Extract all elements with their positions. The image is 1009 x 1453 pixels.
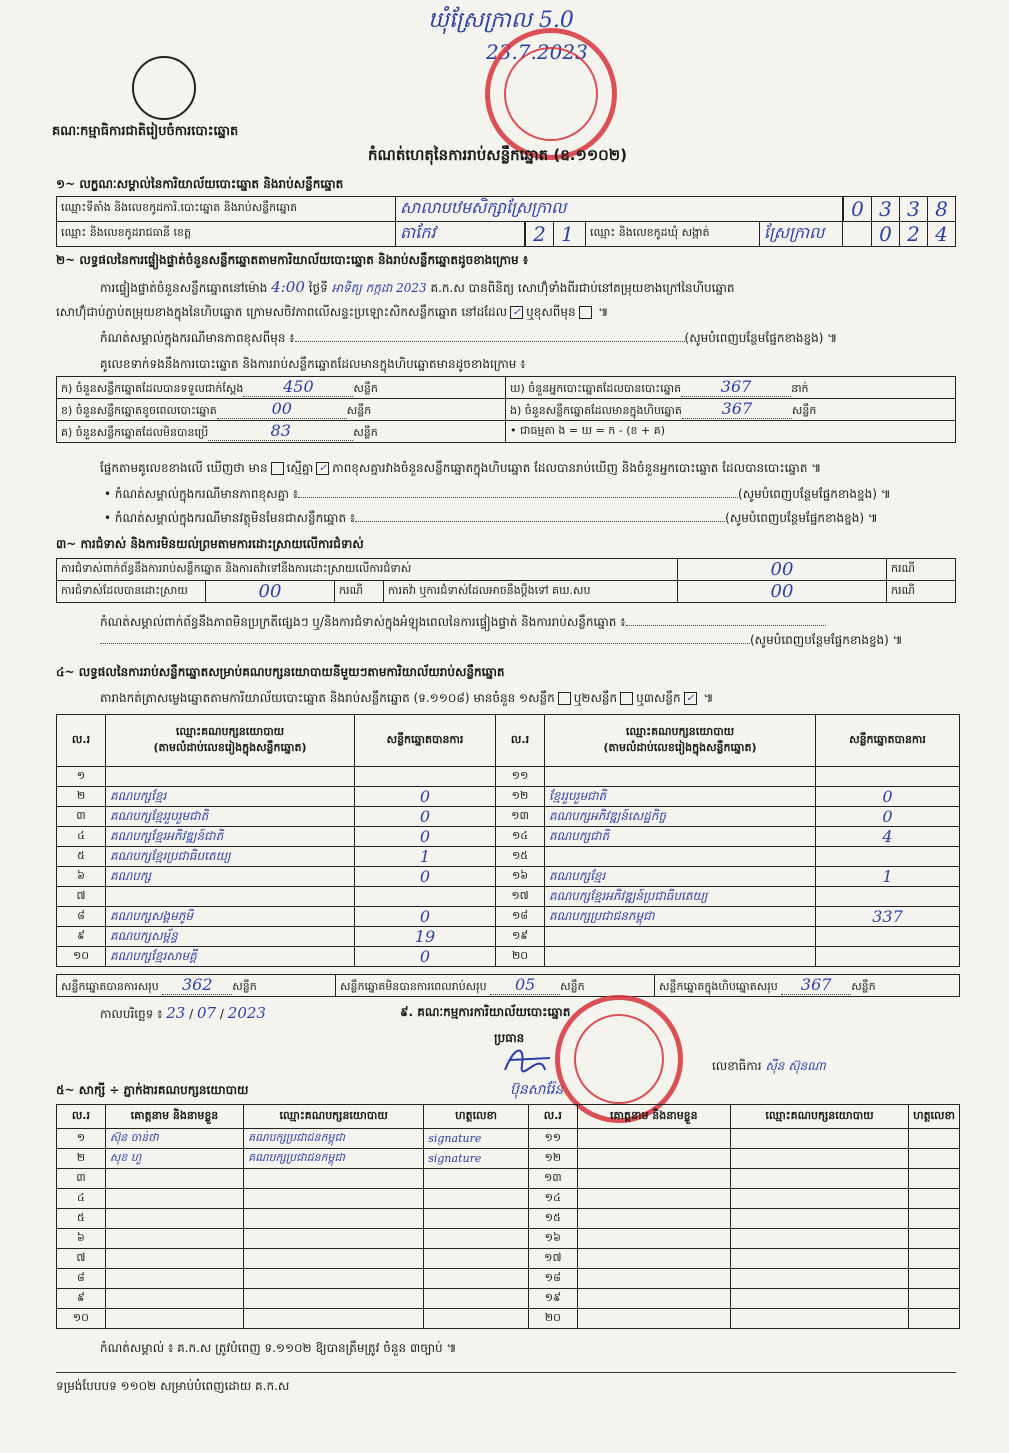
one-sheet-checkbox[interactable]	[558, 692, 571, 705]
witness-col-sign-right: ហត្ថលេខា	[909, 1105, 960, 1129]
row-no: ១	[57, 1129, 106, 1149]
witness-signature	[424, 1269, 529, 1289]
row-no: ៣	[57, 807, 106, 827]
row-no: ១៣	[528, 1169, 577, 1189]
party-votes: 0	[816, 787, 960, 807]
totals-row	[56, 974, 960, 997]
form-title: កំណត់ហេតុនៃការរាប់សន្លឹកឆ្នោត (ឧ.១១០២)	[368, 146, 628, 164]
difference-remark: • កំណត់សម្គាល់ក្នុងករណីមានភាពខុសគ្នា ៖ (សូមបំពេញបន្ថែមផ្នែកខាងខ្នង) ៕	[104, 487, 891, 501]
chair-label: ប្រធាន	[494, 1031, 525, 1045]
formula: • ជាធម្មតា ង = ឃ = ក - (ខ + គ)	[506, 421, 956, 443]
witness-signature	[424, 1289, 529, 1309]
valid-total: សន្លឹកឆ្នោតបានការសរុប 362 សន្លឹក	[57, 975, 336, 997]
table-row	[57, 1209, 960, 1229]
party-name	[106, 887, 355, 907]
row-no: ៨	[57, 1269, 106, 1289]
row-no: ១៤	[528, 1189, 577, 1209]
footer-text: ទម្រង់បែបបទ ១១០២ សម្រាប់បំពេញដោយ គ.ក.ស	[56, 1379, 290, 1393]
row-no: ៤	[57, 1189, 106, 1209]
witness-signature	[909, 1229, 960, 1249]
section-2-title: ២~ លទ្ធផលនៃការផ្ទៀងផ្ទាត់ចំនួនសន្លឹកឆ្នោតតាមការិយាល័យបោះឆ្នោត និងរាប់សន្លឹកឆ្នោតដូចខាងក្រោម ៖	[56, 253, 529, 267]
chair-signature	[500, 1040, 560, 1080]
province-code: 2 1	[525, 222, 586, 247]
row-no: ១៦	[496, 867, 545, 887]
party-name: គណបក្សខ្មែររួបរួមជាតិ	[106, 807, 355, 827]
table-row	[57, 927, 960, 947]
footer-divider	[56, 1372, 956, 1373]
party-votes: 0	[355, 827, 496, 847]
witness-party	[244, 1209, 424, 1229]
irregularity-note: កំណត់សម្គាល់ពាក់ព័ន្ធនឹងភាពមិនប្រក្រតីផ្សេងៗ ឬ/និងការជំទាស់ក្នុងអំឡុងពេលនៃការផ្ទៀងផ្ទាត់ និងការរាប់សន្លឹកឆ្នោត ៖ (សូមបំពេញបន្ថែមផ្នែកខាងខ្នង) ៕	[100, 615, 903, 647]
col-party-right: ឈ្មោះគណបក្សនយោបាយ (តាមលំដាប់លេខរៀងក្នុងសន្លឹកឆ្នោត)	[545, 715, 816, 767]
objections-unit: ករណី	[887, 559, 956, 581]
witness-party	[244, 1269, 424, 1289]
table-row	[57, 1249, 960, 1269]
witness-signature	[424, 1209, 529, 1229]
objections-value: 00	[678, 559, 887, 581]
row-no: ២	[57, 1149, 106, 1169]
two-sheet-checkbox[interactable]	[620, 692, 633, 705]
row-no: ៨	[57, 907, 106, 927]
three-sheet-checkbox[interactable]: ✓	[684, 692, 697, 705]
authority-name: គណៈកម្មាធិការជាតិរៀបចំការបោះឆ្នោត	[52, 124, 239, 139]
witness-party	[730, 1129, 908, 1149]
province-value: តាកែវ	[396, 222, 525, 247]
witness-name	[577, 1229, 730, 1249]
witness-table	[56, 1104, 960, 1329]
foreign-object-remark: • កំណត់សម្គាល់ក្នុងករណីមានវត្ថុមិនមែនជាសន្លឹកឆ្នោត ៖ (សូមបំពេញបន្ថែមផ្នែកខាងខ្នង) ៕	[104, 511, 878, 525]
witness-signature	[424, 1169, 529, 1189]
row-no: ១៥	[496, 847, 545, 867]
party-votes	[816, 767, 960, 787]
party-votes: 0	[355, 947, 496, 967]
commune-value: ស្រែក្រាល	[760, 222, 843, 247]
row-no: ១៦	[528, 1229, 577, 1249]
witness-col-party: ឈ្មោះគណបក្សនយោបាយ	[244, 1105, 424, 1129]
row-no: ១៩	[528, 1289, 577, 1309]
witness-name	[105, 1209, 243, 1229]
party-name: ខ្មែររួបរួមជាតិ	[545, 787, 816, 807]
section-1-title: ១~ លក្ខណៈសម្គាល់នៃការិយាល័យបោះឆ្នោត និងរាប់សន្លឹកឆ្នោត	[56, 177, 344, 191]
party-votes	[816, 927, 960, 947]
row-no: ៦	[57, 1229, 106, 1249]
row-no: ១៨	[496, 907, 545, 927]
figures-intro: គូលេខទាក់ទងនឹងការបោះឆ្នោត និងការរាប់សន្លឹកឆ្នោតដែលមានក្នុងហិបឆ្នោតមានដូចខាងក្រោម ៖	[100, 357, 526, 371]
col-votes-right: សន្លឹកឆ្នោតបានការ	[816, 715, 960, 767]
figure-a: ក) ចំនួនសន្លឹកឆ្នោតដែលបានទទួលជាក់ស្តែង 450 សន្លឹក	[57, 377, 506, 399]
witness-name	[577, 1269, 730, 1289]
verification-line-2: សោហ៊ុំជាប់ភ្ជាប់តម្រុយខាងក្នុងនៃហិបឆ្នោត ក្រោមសចិវភាពលើសន្ទះប្រឡោះសិកសន្លឹកឆ្នោត នៅដដែល ✓ ឬខុសពីមុន ៕	[56, 305, 609, 319]
table-row	[57, 1189, 960, 1209]
row-no: ១៥	[528, 1209, 577, 1229]
party-name	[545, 947, 816, 967]
witness-signature	[424, 1229, 529, 1249]
witness-signature: signature	[424, 1149, 529, 1169]
row-no: ៦	[57, 867, 106, 887]
commune-label: ឈ្មោះ និងលេខកូដឃុំ សង្កាត់	[586, 222, 760, 247]
witness-col-no: ល.រ	[57, 1105, 106, 1129]
location-value: សាលាបឋមសិក្សាស្រែក្រាល	[396, 197, 843, 222]
party-name	[545, 927, 816, 947]
witness-name	[577, 1249, 730, 1269]
table-row	[57, 1229, 960, 1249]
col-no: ល.រ	[57, 715, 106, 767]
section-3-title: ៣~ ការជំទាស់ និងការមិនយល់ព្រមតាមការដោះស្រាយលើការជំទាស់	[56, 537, 364, 551]
witness-party: គណបក្សប្រជាជនកម្ពុជា	[244, 1149, 424, 1169]
row-no: ១០	[57, 1309, 106, 1329]
votes-table	[56, 714, 960, 967]
table-row	[57, 767, 960, 787]
top-date: 23.7.2023	[486, 40, 588, 64]
equal-checkbox[interactable]	[271, 462, 284, 475]
witness-signature	[909, 1309, 960, 1329]
witness-col-sign: ហត្ថលេខា	[424, 1105, 529, 1129]
witness-name	[577, 1129, 730, 1149]
party-votes: 0	[355, 867, 496, 887]
section-4-title: ៤~ លទ្ធផលនៃការរាប់សន្លឹកឆ្នោតសម្រាប់គណបក្សនយោបាយនីមួយៗតាមការិយាល័យរាប់សន្លឹកឆ្នោត	[56, 665, 505, 679]
table-row	[57, 787, 960, 807]
row-no: ៥	[57, 847, 106, 867]
resolved-label: ការជំទាស់ដែលបានដោះស្រាយ	[57, 581, 206, 603]
province-label: ឈ្មោះ និងលេខកូដរាជធានី ខេត្ត	[57, 222, 396, 247]
witness-party	[730, 1229, 908, 1249]
party-votes: 1	[355, 847, 496, 867]
witness-party	[244, 1169, 424, 1189]
difference-checkbox[interactable]: ✓	[316, 462, 329, 475]
witness-name	[105, 1229, 243, 1249]
witness-signature	[424, 1309, 529, 1329]
witness-name	[105, 1249, 243, 1269]
witness-party	[244, 1189, 424, 1209]
figure-d: ឃ) ចំនួនអ្នកបោះឆ្នោតដែលបានបោះឆ្នោត 367 នាក់	[506, 377, 956, 399]
witness-name	[577, 1169, 730, 1189]
witness-signature	[909, 1269, 960, 1289]
changed-checkbox[interactable]	[579, 306, 592, 319]
witness-col-name: គោត្តនាម និងនាមខ្លួន	[105, 1105, 243, 1129]
table-row	[57, 1289, 960, 1309]
location-code: 0 3 3 8	[843, 197, 956, 222]
row-no: ៩	[57, 1289, 106, 1309]
witness-signature: signature	[424, 1129, 529, 1149]
row-no: ១០	[57, 947, 106, 967]
party-votes	[355, 887, 496, 907]
resolved-value: 00	[206, 581, 335, 603]
row-no: ៩	[57, 927, 106, 947]
comparison-line: ផ្នែកតាមគូលេខខាងលើ ឃើញថា មាន ស្មើគ្នា ✓ ភាពខុសគ្នារវាងចំនួនសន្លឹកឆ្នោតក្នុងហិបឆ្នោត ដែលបានរាប់ឃើញ និងចំនួនអ្នកបោះឆ្នោត ដែលបានបោះឆ្នោត ៕	[100, 461, 822, 475]
witness-party	[730, 1169, 908, 1189]
witness-col-name-right: គោត្តនាម និងនាមខ្លួន	[577, 1105, 730, 1129]
unchanged-checkbox[interactable]: ✓	[510, 306, 523, 319]
witness-name	[577, 1289, 730, 1309]
row-no: ១៧	[528, 1249, 577, 1269]
row-no: ២០	[528, 1309, 577, 1329]
witness-name	[577, 1149, 730, 1169]
row-no: ១	[57, 767, 106, 787]
witness-party	[730, 1269, 908, 1289]
witness-party	[730, 1209, 908, 1229]
tally-sheets-line: តារាងកត់ត្រាសម្លេងឆ្នោតតាមការិយាល័យបោះឆ្នោត និងរាប់សន្លឹកឆ្នោត (ទ.១១០៨) មានចំនួន ១សន្លឹក ឬ២សន្លឹក ឬ៣សន្លឹក ✓ ៕	[100, 691, 714, 705]
witness-signature	[909, 1169, 960, 1189]
row-no: ១១	[528, 1129, 577, 1149]
row-no: ១១	[496, 767, 545, 787]
party-name: គណបក្សជាតិ	[545, 827, 816, 847]
party-votes: 0	[816, 807, 960, 827]
party-votes: 19	[355, 927, 496, 947]
table-row	[57, 847, 960, 867]
table-row	[57, 867, 960, 887]
party-name: គណបក្សខ្មែរអភិវឌ្ឍន៍ប្រជាធិបតេយ្យ	[545, 887, 816, 907]
witness-signature	[909, 1129, 960, 1149]
party-name: គណបក្សសម្ព័ន្ធ	[106, 927, 355, 947]
secretary-line: លេខាធិការ ស៊ីន ស៊ុនណា	[712, 1059, 826, 1073]
witness-party	[244, 1249, 424, 1269]
verification-line-1: ការផ្ទៀងផ្ទាត់ចំនួនសន្លឹកឆ្នោតនៅម៉ោង 4:00 ថ្ងៃទី អាទិត្យ កក្កដា 2023 គ.ក.ស បានពិនិត្យ សោហ៊ុំទាំងពីរជាប់នៅតម្រុយខាងក្រៅនៃហិបឆ្នោត	[100, 278, 735, 296]
witness-name	[577, 1209, 730, 1229]
witness-col-no-right: ល.រ	[528, 1105, 577, 1129]
party-name: គណបក្សខ្មែរអភិវឌ្ឍន៍ជាតិ	[106, 827, 355, 847]
witness-name	[105, 1309, 243, 1329]
resolved-unit: ករណី	[335, 581, 384, 603]
official-stamp-top	[485, 28, 617, 160]
emblem-icon	[132, 56, 196, 120]
signing-date: កាលបរិច្ឆេទ ៖ 23 / 07 / 2023	[100, 1004, 266, 1022]
party-name	[106, 767, 355, 787]
section-1-table	[56, 196, 956, 247]
party-votes: 4	[816, 827, 960, 847]
witness-signature	[909, 1149, 960, 1169]
row-no: ៥	[57, 1209, 106, 1229]
invalid-total: សន្លឹកឆ្នោតមិនបានការពេលរាប់សរុប 05 សន្លឹក	[336, 975, 655, 997]
table-row	[57, 907, 960, 927]
location-label: ឈ្មោះទីតាំង និងលេខកូដការិ.បោះឆ្នោត និងរាប់សន្លឹកឆ្នោត	[57, 197, 396, 222]
row-no: ១៤	[496, 827, 545, 847]
row-no: ២០	[496, 947, 545, 967]
table-row	[57, 1309, 960, 1329]
row-no: ១៣	[496, 807, 545, 827]
top-note: ឃុំស្រែក្រាល 5.0	[428, 8, 574, 33]
witness-name	[105, 1189, 243, 1209]
row-no: ១៩	[496, 927, 545, 947]
party-votes: 0	[355, 807, 496, 827]
row-no: ១៨	[528, 1269, 577, 1289]
col-votes: សន្លឹកឆ្នោតបានការ	[355, 715, 496, 767]
witness-signature	[909, 1289, 960, 1309]
party-votes	[355, 767, 496, 787]
appeals-unit: ករណី	[887, 581, 956, 603]
committee-label: ៩. គណៈកម្មការការិយាល័យបោះឆ្នោត	[400, 1005, 571, 1019]
commune-code: 0 2 4	[843, 222, 956, 247]
party-votes: 1	[816, 867, 960, 887]
ballot-box-total: សន្លឹកឆ្នោតក្នុងហិបឆ្នោតសរុប 367 សន្លឹក	[655, 975, 960, 997]
row-no: ១២	[496, 787, 545, 807]
row-no: ១៧	[496, 887, 545, 907]
party-name: គណបក្សខ្មែរ	[545, 867, 816, 887]
figure-c: គ) ចំនួនសន្លឹកឆ្នោតដែលមិនបានប្រើ 83 សន្លឹក	[57, 421, 506, 443]
party-name: គណបក្សអភិវឌ្ឍន៍សេដ្ឋកិច្ច	[545, 807, 816, 827]
witness-party	[730, 1189, 908, 1209]
party-name: គណបក្សខ្មែរ	[106, 787, 355, 807]
table-row	[57, 1149, 960, 1169]
party-votes	[816, 947, 960, 967]
witness-name	[105, 1289, 243, 1309]
row-no: ២	[57, 787, 106, 807]
witness-name: សុខ ហួ	[105, 1149, 243, 1169]
figure-b: ខ) ចំនួនសន្លឹកឆ្នោតខូចពេលបោះឆ្នោត 00 សន្លឹក	[57, 399, 506, 421]
row-no: ៤	[57, 827, 106, 847]
witness-name	[105, 1269, 243, 1289]
witness-signature	[424, 1189, 529, 1209]
witness-party: គណបក្សប្រជាជនកម្ពុជា	[244, 1129, 424, 1149]
party-name: គណបក្សប្រជាជនកម្ពុជា	[545, 907, 816, 927]
party-votes: 0	[355, 907, 496, 927]
party-name: គណបក្សសង្គមភូមិ	[106, 907, 355, 927]
party-name: គណបក្សខ្មែរប្រជាធិបតេយ្យ	[106, 847, 355, 867]
witness-name	[105, 1169, 243, 1189]
witness-party	[244, 1289, 424, 1309]
witness-party	[730, 1289, 908, 1309]
appeals-value: 00	[678, 581, 887, 603]
table-row	[57, 807, 960, 827]
witness-party	[244, 1229, 424, 1249]
witness-signature	[424, 1249, 529, 1269]
row-no: ៧	[57, 1249, 106, 1269]
party-votes: 337	[816, 907, 960, 927]
row-no: ៣	[57, 1169, 106, 1189]
witness-name	[577, 1189, 730, 1209]
table-row	[57, 1169, 960, 1189]
witness-party	[730, 1149, 908, 1169]
witness-party	[730, 1249, 908, 1269]
appeals-label: ការតវ៉ា ឬការជំទាស់ដែលអាចនឹងប្តឹងទៅ គឃ.សប	[384, 581, 678, 603]
party-name	[545, 847, 816, 867]
figure-e: ង) ចំនួនសន្លឹកឆ្នោតដែលមានក្នុងហិបឆ្នោត 367 សន្លឹក	[506, 399, 956, 421]
objections-label: ការជំទាស់ពាក់ព័ន្ធនឹងការរាប់សន្លឹកឆ្នោត និងការតវ៉ាទៅនឹងការដោះស្រាយលើការជំទាស់	[57, 559, 678, 581]
party-name: គណបក្ស	[106, 867, 355, 887]
section-5-title: ៥~ សាក្សី ÷ ភ្នាក់ងារគណបក្សនយោបាយ	[56, 1083, 249, 1097]
col-party: ឈ្មោះគណបក្សនយោបាយ (តាមលំដាប់លេខរៀងក្នុងសន្លឹកឆ្នោត)	[106, 715, 355, 767]
witness-party	[730, 1309, 908, 1329]
party-name: គណបក្សខ្មែរសាមគ្គី	[106, 947, 355, 967]
party-votes	[816, 847, 960, 867]
party-votes: 0	[355, 787, 496, 807]
table-row	[57, 1269, 960, 1289]
difference-note: កំណត់សម្គាល់ក្នុងករណីមានភាពខុសពីមុន ៖ (សូមបំពេញបន្ថែមផ្នែកខាងខ្នង) ៕	[100, 331, 838, 345]
witness-signature	[909, 1209, 960, 1229]
col-no-right: ល.រ	[496, 715, 545, 767]
figures-table	[56, 376, 956, 443]
witness-party	[244, 1309, 424, 1329]
table-row	[57, 827, 960, 847]
table-row	[57, 947, 960, 967]
witness-signature	[909, 1249, 960, 1269]
witness-name: ស៊ុន ចាន់ថា	[105, 1129, 243, 1149]
row-no: ១២	[528, 1149, 577, 1169]
footnote: កំណត់សម្គាល់ ៖ គ.ក.ស ត្រូវបំពេញ ទ.១១០២ ឱ្យបានត្រឹមត្រូវ ចំនួន ៣ច្បាប់ ៕	[100, 1341, 457, 1355]
party-votes	[816, 887, 960, 907]
witness-name	[577, 1309, 730, 1329]
table-row	[57, 1129, 960, 1149]
witness-col-party-right: ឈ្មោះគណបក្សនយោបាយ	[730, 1105, 908, 1129]
witness-signature	[909, 1189, 960, 1209]
row-no: ៧	[57, 887, 106, 907]
party-name	[545, 767, 816, 787]
table-row	[57, 887, 960, 907]
objections-table	[56, 558, 956, 603]
chair-name: ប៊ុនសារ៉ែន	[510, 1082, 564, 1098]
